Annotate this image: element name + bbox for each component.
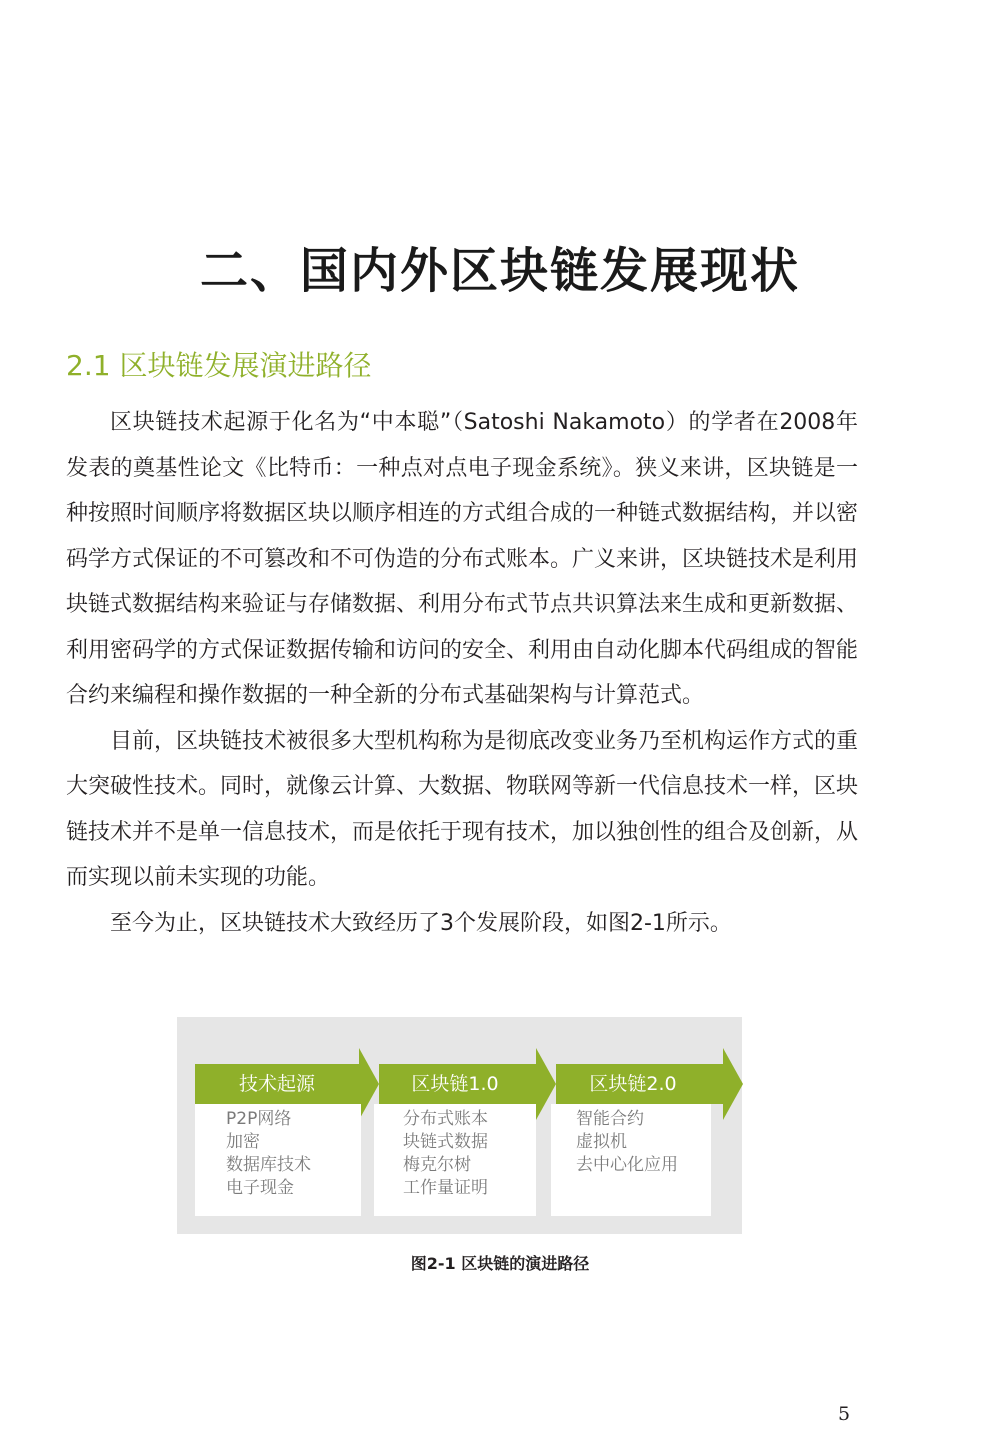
arrow-icon: [723, 1048, 743, 1120]
section-title: 区块链发展演进路径: [119, 349, 372, 382]
stage-title: 区块链2.0: [589, 1073, 677, 1095]
section-heading: [66, 344, 371, 384]
paragraph: 至今为止，区块链技术大致经历了3个发展阶段，如图2-1所示。: [110, 910, 732, 936]
list-item: 分布式账本: [403, 1109, 488, 1129]
list-item: 虚拟机: [576, 1132, 627, 1152]
stage-title: 技术起源: [238, 1073, 315, 1095]
section-number: 2.1: [66, 349, 111, 382]
stage-items: [576, 1108, 678, 1177]
paragraph: 区块链技术起源于化名为“中本聪”（Satoshi Nakamoto）的学者在2008年发表的奠基性论文《比特币：一种点对点电子现金系统》。狭义来讲，区块链是一种按照时间顺序将数据区块以顺序相连的方式组合成的一种链式数据结构，并以密码学方式保证的不可篡改和不可伪造的分布式账本。广义来讲，区块链技术是利用块链式数据结构来验证与存储数据、利用分布式节点共识算法来生成和更新数据、利用密码学的方式保证数据传输和访问的安全、利用由自动化脚本代码组成的智能合约来编程和操作数据的一种全新的分布式基础架构与计算范式。: [66, 410, 859, 708]
chapter-title: 二、国内外区块链发展现状: [199, 243, 800, 299]
evolution-figure: [177, 1017, 742, 1234]
list-item: P2P网络: [226, 1109, 292, 1129]
body-text: [66, 400, 858, 946]
list-item: 数据库技术: [226, 1155, 311, 1175]
stage-items: [403, 1108, 488, 1200]
stage-items: [226, 1108, 311, 1200]
list-item: 块链式数据: [403, 1132, 488, 1152]
figure-caption: 图2-1 区块链的演进路径: [410, 1254, 590, 1273]
list-item: 智能合约: [576, 1109, 644, 1129]
list-item: 去中心化应用: [576, 1155, 678, 1175]
list-item: 加密: [226, 1132, 260, 1152]
list-item: 电子现金: [226, 1178, 294, 1198]
page-number: 5: [838, 1403, 851, 1425]
paragraph: 目前，区块链技术被很多大型机构称为是彻底改变业务乃至机构运作方式的重大突破性技术。同时，就像云计算、大数据、物联网等新一代信息技术一样，区块链技术并不是单一信息技术，而是依托于现有技术，加以独创性的组合及创新，从而实现以前未实现的功能。: [66, 728, 859, 890]
list-item: 工作量证明: [403, 1178, 488, 1198]
list-item: 梅克尔树: [403, 1155, 471, 1175]
stage-title: 区块链1.0: [411, 1073, 499, 1095]
